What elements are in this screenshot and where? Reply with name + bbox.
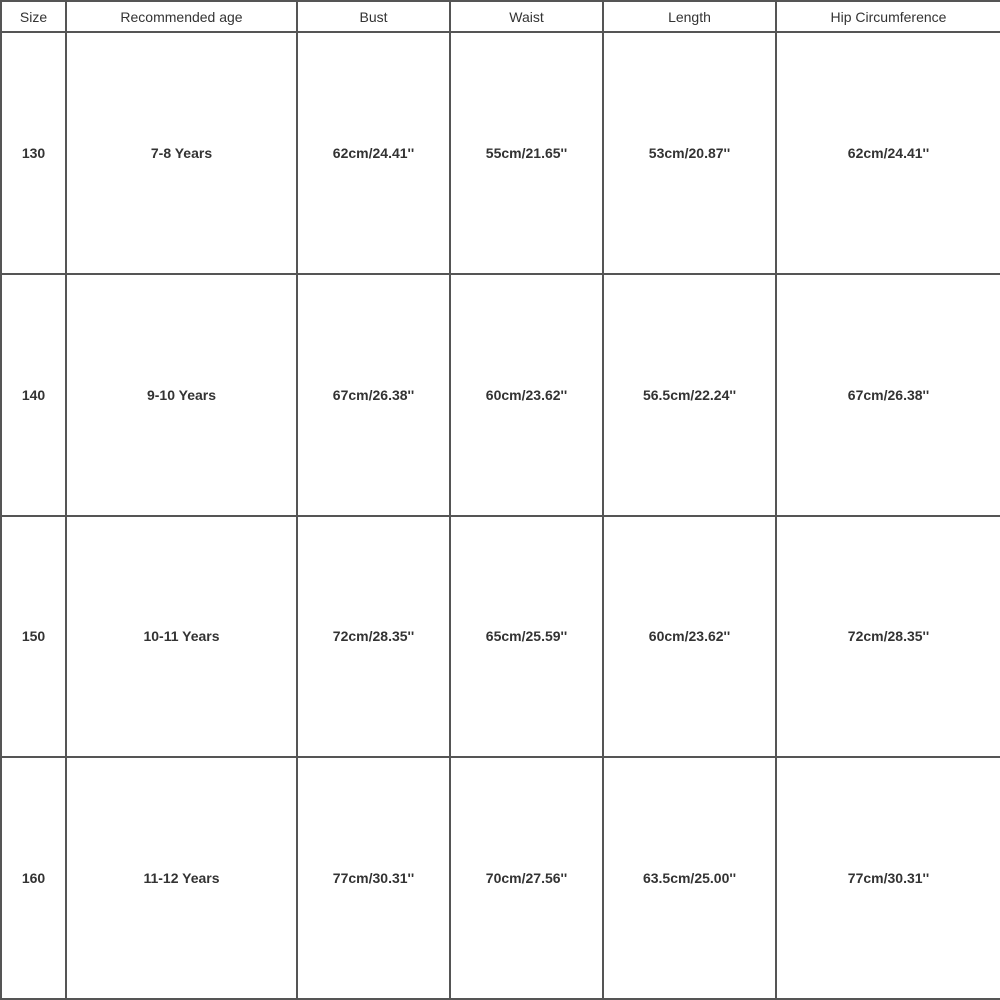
- cell-waist: 60cm/23.62'': [450, 274, 603, 516]
- cell-recommended-age: 10-11 Years: [66, 516, 297, 758]
- header-recommended-age: Recommended age: [66, 1, 297, 32]
- table-row: [1, 757, 1000, 999]
- cell-size: 130: [1, 32, 66, 274]
- header-size: Size: [1, 1, 66, 32]
- cell-bust: 67cm/26.38'': [297, 274, 450, 516]
- cell-hip-circumference: 62cm/24.41'': [776, 32, 1000, 274]
- header-bust: Bust: [297, 1, 450, 32]
- header-waist: Waist: [450, 1, 603, 32]
- cell-length: 63.5cm/25.00'': [603, 757, 776, 999]
- header-length: Length: [603, 1, 776, 32]
- cell-recommended-age: 7-8 Years: [66, 32, 297, 274]
- cell-waist: 70cm/27.56'': [450, 757, 603, 999]
- cell-bust: 72cm/28.35'': [297, 516, 450, 758]
- header-hip-circumference: Hip Circumference: [776, 1, 1000, 32]
- table-header-row: [1, 1, 1000, 32]
- cell-recommended-age: 11-12 Years: [66, 757, 297, 999]
- cell-hip-circumference: 77cm/30.31'': [776, 757, 1000, 999]
- cell-size: 140: [1, 274, 66, 516]
- table-row: [1, 516, 1000, 758]
- cell-waist: 65cm/25.59'': [450, 516, 603, 758]
- cell-bust: 62cm/24.41'': [297, 32, 450, 274]
- table-row: [1, 274, 1000, 516]
- cell-size: 150: [1, 516, 66, 758]
- cell-hip-circumference: 72cm/28.35'': [776, 516, 1000, 758]
- cell-size: 160: [1, 757, 66, 999]
- cell-waist: 55cm/21.65'': [450, 32, 603, 274]
- cell-hip-circumference: 67cm/26.38'': [776, 274, 1000, 516]
- table-row: [1, 32, 1000, 274]
- cell-length: 56.5cm/22.24'': [603, 274, 776, 516]
- cell-length: 53cm/20.87'': [603, 32, 776, 274]
- cell-recommended-age: 9-10 Years: [66, 274, 297, 516]
- cell-bust: 77cm/30.31'': [297, 757, 450, 999]
- cell-length: 60cm/23.62'': [603, 516, 776, 758]
